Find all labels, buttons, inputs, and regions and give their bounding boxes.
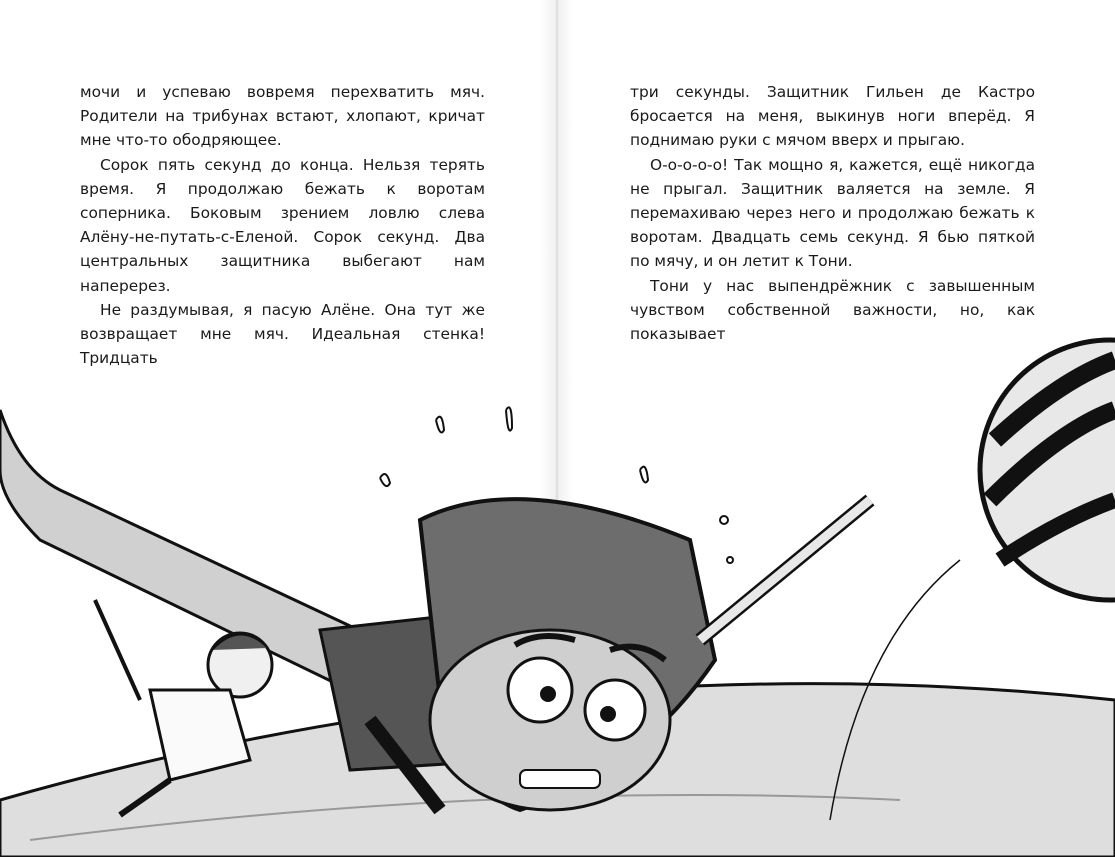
paragraph: Сорок пять секунд до конца. Нельзя терять время. Я продолжаю бежать к воротам соперника. Боковым зрением ловлю слева Алёну-не-путать-с-Еленой. Сорок секунд. Два центральных защитника выбегают нам наперерез.	[80, 155, 485, 295]
ball-icon	[980, 340, 1115, 600]
right-page-text	[630, 80, 1035, 346]
paragraph: мочи и успеваю вовремя перехватить мяч. Родители на трибунах встают, хлопают, кричат мне что-то ободряющее.	[80, 83, 485, 150]
paragraph: Не раздумывая, я пасую Алёне. Она тут же возвращает мне мяч. Идеальная стенка! Тридцать	[80, 300, 485, 368]
paragraph: три секунды. Защитник Гильен де Кастро бросается на меня, выкинув ноги вперёд. Я поднимаю руки с мячом вверх и прыгаю.	[630, 83, 1035, 150]
left-page-text	[80, 80, 485, 370]
paragraph: О-о-о-о-о! Так мощно я, кажется, ещё никогда не прыгал. Защитник валяется на земле. Я перемахиваю через него и продолжаю бежать к воротам. Двадцать семь секунд. Я бью пяткой по мячу, и он летит к Тони.	[630, 155, 1035, 271]
paragraph: Тони у нас выпендрёжник с завышенным чувством собственной важности, но, как показывает	[630, 276, 1035, 344]
